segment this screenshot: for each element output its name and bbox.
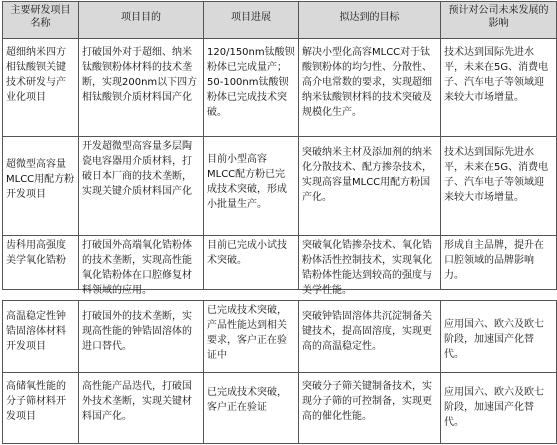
row1-goal: 解决小型化高容MLCC对于钛酸钡粉体的均匀性、分散性、高介电常数的要求，实现超细纳米钛酸钡材料的技术突破及规模化生产。	[298, 39, 440, 136]
row5-purpose: 高性能产品迭代，打破国外技术垄断，实现关键材料国产化。	[78, 373, 203, 443]
row2-name: 超微型高容量MLCC用配方粉开发项目	[6, 159, 75, 200]
row3-goal: 突破氧化锆掺杂技术、氧化锆粉体活性控制技术，实现氧化锆粉体性能达到较高的强度与美学性能。	[298, 236, 440, 289]
row1-purpose: 打破国外对于超细、纳米钛酸钡粉体材料的技术垄断，实现200nm以下四方相钛酸钡介质材料国产化	[78, 39, 203, 136]
header-progress: 项目进展	[203, 2, 298, 38]
table-row	[3, 136, 556, 235]
row5-name: 高储氧性能的分子筛材料开发项目	[6, 381, 66, 422]
table-bottom-segment	[2, 300, 557, 444]
header-project-name: 主要研发项目名称	[3, 2, 78, 38]
row4-progress: 已完成技术突破，产品性能达到相关要求，客户正在验证中	[203, 301, 298, 372]
row5-goal: 突破分子筛关键制备技术，实现分子筛的可控制备，实现更高的催化性能。	[298, 373, 440, 443]
row4-name: 高温稳定性钟锆固溶体材料开发项目	[6, 311, 66, 352]
row4-goal: 突破钟锆固溶体共沉淀制备关键技术，提高固溶度，实现更高的高温稳定性。	[298, 301, 440, 372]
row3-purpose: 打破国外高端氧化锆粉体的技术垄断，实现高性能氧化锆粉体在口腔修复材料领域的应用。	[78, 236, 203, 289]
header-impact: 预计对公司未来发展的影响	[440, 2, 556, 38]
row2-progress: 目前小型高容MLCC配方粉已完成技术突破，形成小批量生产。	[203, 137, 298, 235]
row1-progress: 120/150nm钛酸钡粉体已完成量产；50-100nm钛酸钡粉体已完成技术突破。	[203, 39, 298, 136]
header-purpose: 项目目的	[78, 2, 203, 38]
row1-name: 超细纳米四方相钛酸钡关键技术研发与产业化项目	[6, 47, 66, 103]
table-row	[3, 235, 556, 296]
row5-impact: 应用国六、欧六及欧七阶段，加速国产化替代。	[440, 373, 556, 443]
row2-impact: 技术达到国际先进水平，未来在5G、消费电子、汽车电子等领域迎来较大市场增量。	[440, 137, 556, 235]
table-top-segment	[2, 1, 557, 296]
row2-goal: 突破纳米主材及添加剂的纳米化分散技术、配方掺杂技术，实现高容量MLCC用配方粉国产化。	[298, 137, 440, 235]
row2-purpose: 开发超微型高容量多层陶瓷电容器用介质材料，打破日本厂商的技术垄断，实现关键介质材料国产化	[78, 137, 203, 235]
row3-name: 齿科用高强度美学氧化锆粉	[6, 240, 66, 266]
table-row	[3, 301, 556, 372]
row3-progress: 目前已完成小试技术突破。	[203, 236, 298, 289]
row4-impact: 应用国六、欧六及欧七阶段，加速国产化替代。	[440, 301, 556, 372]
table-row	[3, 38, 556, 136]
table-row	[3, 372, 556, 443]
row3-impact: 形成自主品牌，提升在口腔领域的品牌影响力。	[440, 236, 556, 289]
row1-impact: 技术达到国际先进水平，未来在5G、消费电子、汽车电子等领域迎来较大市场增量。	[440, 39, 556, 136]
row5-progress: 已完成技术突破，客户正在验证	[203, 373, 298, 443]
table-header-row	[3, 2, 556, 38]
row4-purpose: 打破国外的技术垄断，实现高性能的钟锆固溶体的进口替代。	[78, 301, 203, 372]
header-goal: 拟达到的目标	[298, 2, 440, 38]
